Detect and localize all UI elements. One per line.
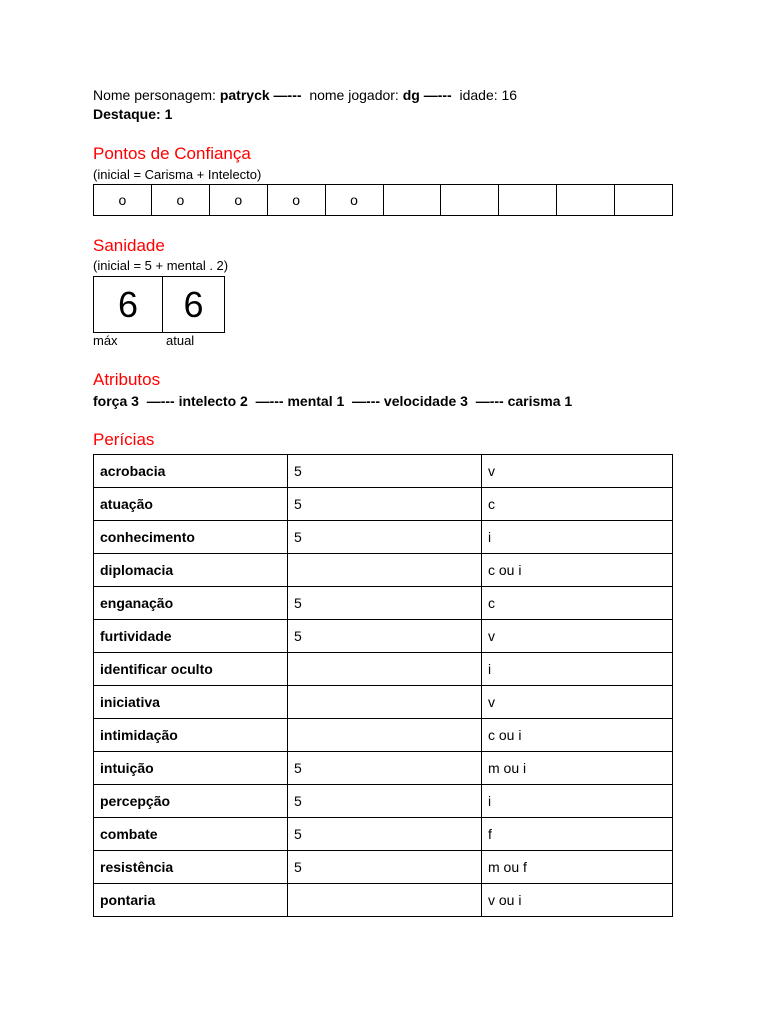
skill-attribute: i — [482, 785, 673, 818]
sanidade-max-value: 6 — [94, 277, 163, 332]
skill-attribute: c — [482, 488, 673, 521]
skill-attribute: c — [482, 587, 673, 620]
skill-attribute: m ou i — [482, 752, 673, 785]
sanidade-box — [93, 276, 225, 333]
separator: —--- — [269, 87, 306, 103]
skill-value — [288, 653, 482, 686]
skill-attribute: i — [482, 521, 673, 554]
skill-name: atuação — [94, 488, 288, 521]
pontos-cell — [499, 185, 557, 215]
pontos-cell: o — [152, 185, 210, 215]
skill-name: iniciativa — [94, 686, 288, 719]
table-row — [94, 818, 673, 851]
character-info-line — [93, 86, 517, 105]
table-row — [94, 884, 673, 917]
skill-attribute: m ou f — [482, 851, 673, 884]
skill-value: 5 — [288, 455, 482, 488]
label-personagem: Nome personagem: — [93, 87, 220, 103]
table-row — [94, 719, 673, 752]
pontos-cell: o — [326, 185, 384, 215]
pontos-cell — [441, 185, 499, 215]
skill-name: percepção — [94, 785, 288, 818]
atributos-title: Atributos — [93, 370, 161, 389]
skill-value — [288, 884, 482, 917]
skill-name: acrobacia — [94, 455, 288, 488]
skill-name: intuição — [94, 752, 288, 785]
destaque: Destaque: 1 — [93, 106, 173, 122]
skill-attribute: c ou i — [482, 554, 673, 587]
skill-attribute: f — [482, 818, 673, 851]
skill-name: enganação — [94, 587, 288, 620]
pontos-cell — [615, 185, 672, 215]
character-name: patryck — [219, 87, 270, 103]
skill-attribute: i — [482, 653, 673, 686]
skill-attribute: c ou i — [482, 719, 673, 752]
skill-name: pontaria — [94, 884, 288, 917]
skill-attribute: v — [482, 455, 673, 488]
skill-value: 5 — [288, 587, 482, 620]
skill-value: 5 — [288, 488, 482, 521]
table-row — [94, 620, 673, 653]
sanidade-max-label: máx — [93, 333, 118, 348]
pontos-title: Pontos de Confiança — [93, 144, 251, 163]
table-row — [94, 686, 673, 719]
table-row — [94, 587, 673, 620]
skill-attribute: v — [482, 686, 673, 719]
skill-name: conhecimento — [94, 521, 288, 554]
pericias-table — [93, 454, 673, 917]
skill-name: combate — [94, 818, 288, 851]
table-row — [94, 785, 673, 818]
skill-name: intimidação — [94, 719, 288, 752]
pontos-cell — [384, 185, 442, 215]
pontos-cell: o — [94, 185, 152, 215]
pontos-cell: o — [210, 185, 268, 215]
table-row — [94, 488, 673, 521]
skill-attribute: v ou i — [482, 884, 673, 917]
pontos-cell: o — [268, 185, 326, 215]
skill-value: 5 — [288, 818, 482, 851]
sanidade-title: Sanidade — [93, 236, 165, 255]
table-row — [94, 521, 673, 554]
sanidade-atual-value: 6 — [183, 283, 204, 325]
skill-value — [288, 554, 482, 587]
pontos-tracker — [93, 184, 673, 216]
skill-value: 5 — [288, 851, 482, 884]
table-row — [94, 653, 673, 686]
age: idade: 16 — [459, 87, 518, 103]
skill-name: identificar oculto — [94, 653, 288, 686]
skill-value: 5 — [288, 620, 482, 653]
skill-value — [288, 719, 482, 752]
skill-name: furtividade — [94, 620, 288, 653]
skill-attribute: v — [482, 620, 673, 653]
table-row — [94, 851, 673, 884]
skill-value — [288, 686, 482, 719]
player-name: dg — [402, 87, 420, 103]
pontos-cell — [557, 185, 615, 215]
skill-name: diplomacia — [94, 554, 288, 587]
label-jogador: nome jogador: — [309, 87, 403, 103]
table-row — [94, 455, 673, 488]
sanidade-atual-label: atual — [166, 333, 195, 348]
table-row — [94, 752, 673, 785]
skill-name: resistência — [94, 851, 288, 884]
separator: —--- — [419, 87, 456, 103]
sanidade-subtitle: (inicial = 5 + mental . 2) — [93, 258, 229, 273]
atributos-line: força 3 —--- intelecto 2 —--- mental 1 —--- velocidade 3 —--- carisma 1 — [93, 393, 573, 409]
skill-value: 5 — [288, 785, 482, 818]
pericias-title: Perícias — [93, 430, 155, 449]
table-row — [94, 554, 673, 587]
skill-value: 5 — [288, 521, 482, 554]
pontos-subtitle: (inicial = Carisma + Intelecto) — [93, 167, 262, 182]
skill-value: 5 — [288, 752, 482, 785]
